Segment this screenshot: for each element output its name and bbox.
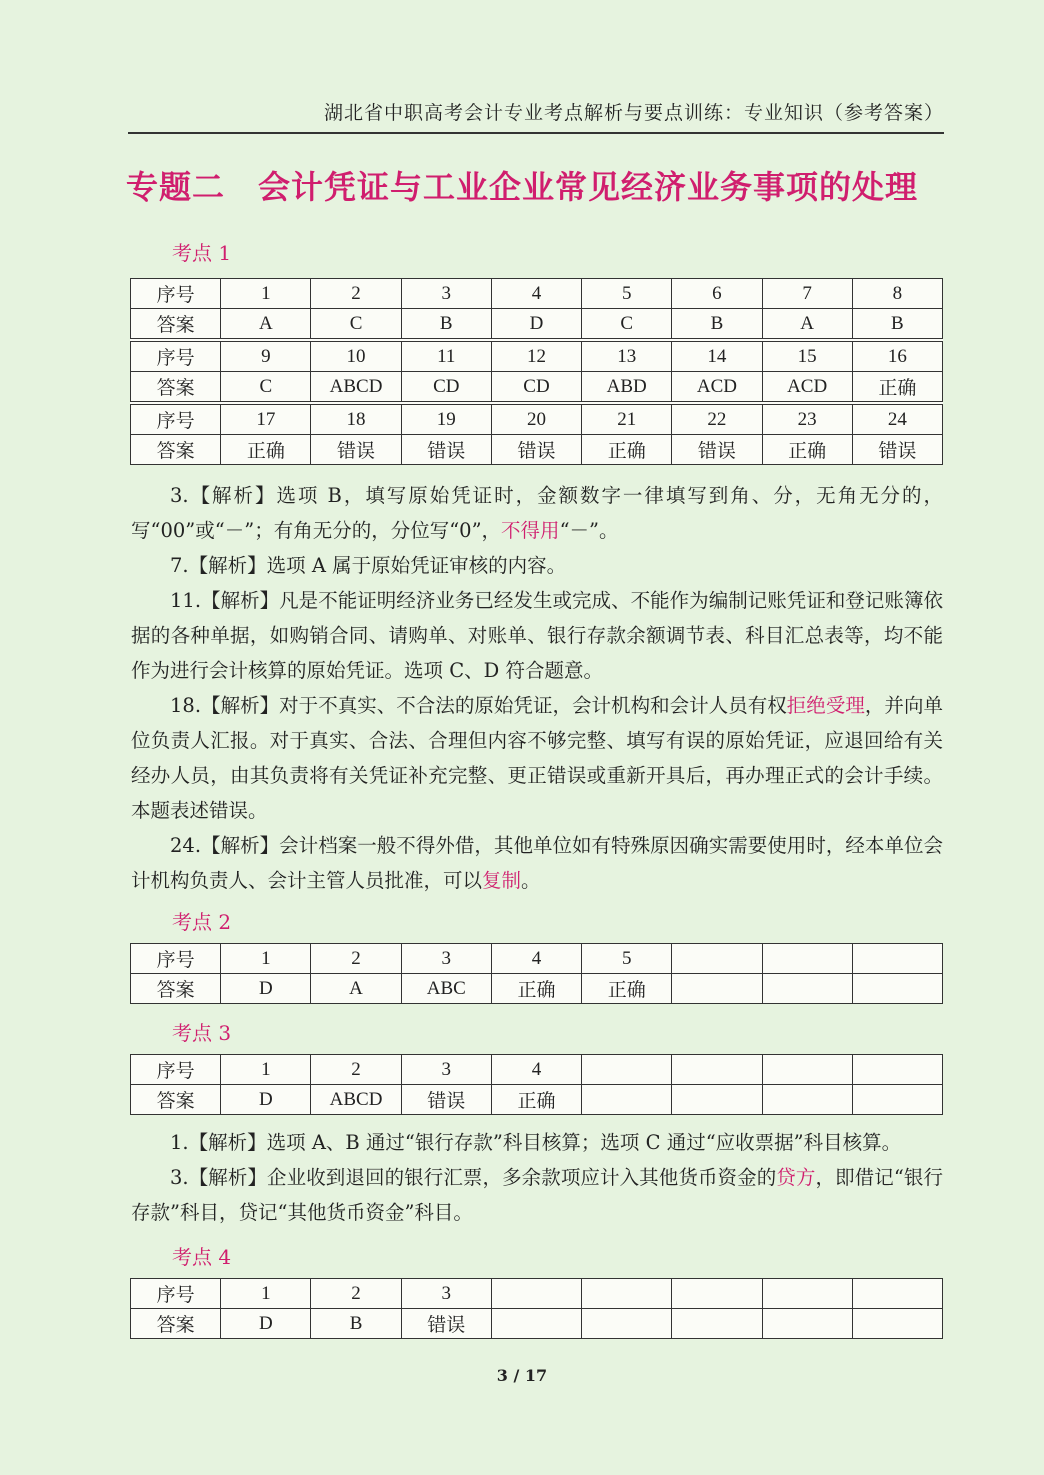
seq-cell: 1 (221, 1055, 311, 1085)
explanation-text: 企业收到退回的银行汇票，多余款项应计入其他货币资金的 (267, 1166, 777, 1189)
explanation-paragraph (131, 688, 943, 828)
seq-cell: 20 (491, 403, 581, 435)
seq-cell: 1 (221, 1279, 311, 1309)
answer-row (131, 974, 943, 1004)
answer-cell (582, 1309, 672, 1339)
answer-cell (672, 1085, 762, 1115)
answer-cell: 正确 (582, 974, 672, 1004)
answer-row (131, 309, 943, 341)
explanation-paragraph (131, 1125, 943, 1160)
seq-cell: 21 (582, 403, 672, 435)
explanation-paragraph (131, 828, 943, 898)
seq-row (131, 279, 943, 309)
seq-cell: 4 (491, 1055, 581, 1085)
seq-cell: 2 (311, 1055, 401, 1085)
explanation-paragraph (131, 1160, 943, 1230)
answer-cell (672, 974, 762, 1004)
seq-cell: 5 (582, 944, 672, 974)
seq-cell (762, 1055, 852, 1085)
seq-label: 序号 (131, 279, 221, 309)
explanation-text: 。 (521, 869, 541, 892)
answer-cell: D (221, 1309, 311, 1339)
highlighted-term: 复制 (482, 869, 522, 892)
seq-cell: 4 (491, 279, 581, 309)
explanation-number: 24. (170, 834, 202, 857)
seq-cell: 1 (221, 279, 311, 309)
explanation-text: 选项 A 属于原始凭证审核的内容。 (266, 554, 567, 577)
answer-cell: ABCD (311, 1085, 401, 1115)
answer-cell: B (672, 309, 762, 341)
explanation-text: 凡是不能证明经济业务已经发生或完成、不能作为编制记账凭证和登记账簿依据的各种单据，如购销合同、请购单、对账单、银行存款余额调节表、科目汇总表等，均不能作为进行会计核算的原始凭证。选项 C、D 符合题意。 (131, 589, 943, 682)
answer-cell (491, 1309, 581, 1339)
seq-cell (852, 1279, 942, 1309)
explanation-tag: 【解析】 (188, 1166, 268, 1189)
explanation-tag: 【解析】 (201, 589, 280, 612)
explanation-paragraph (131, 478, 943, 548)
explanation-number: 7. (170, 554, 189, 577)
seq-cell: 10 (311, 340, 401, 372)
answer-cell: ACD (672, 372, 762, 404)
seq-cell (582, 1055, 672, 1085)
seq-label: 序号 (131, 340, 221, 372)
answer-label: 答案 (131, 974, 221, 1004)
answer-cell (852, 1085, 942, 1115)
seq-cell: 1 (221, 944, 311, 974)
explanation-text: 会计档案一般不得外借，其他单位如有特殊原因确实需要使用时，经本单位会计机构负责人、会计主管人员批准，可以 (131, 834, 943, 892)
seq-cell: 2 (311, 944, 401, 974)
chapter-title: 专题二 会计凭证与工业企业常见经济业务事项的处理 (125, 168, 918, 206)
answer-label: 答案 (131, 435, 221, 465)
highlighted-term: 贷方 (776, 1166, 816, 1189)
seq-cell: 7 (762, 279, 852, 309)
explanation-text: 选项 B，填写原始凭证时，金额数字一律填写到角、分，无角无分的，写“00”或“－”；有角无分的，分位写“0”， (131, 484, 943, 542)
seq-cell: 23 (762, 403, 852, 435)
explanation-number: 3. (170, 1166, 189, 1189)
answer-cell (582, 1085, 672, 1115)
seq-cell: 6 (672, 279, 762, 309)
seq-cell (491, 1279, 581, 1309)
seq-cell: 11 (401, 340, 491, 372)
answer-cell: 错误 (401, 1309, 491, 1339)
explanation-text: 选项 A、B 通过“银行存款”科目核算；选项 C 通过“应收票据”科目核算。 (266, 1131, 902, 1154)
seq-row (131, 340, 943, 372)
explanation-number: 3. (170, 484, 189, 507)
answer-cell: 正确 (762, 435, 852, 465)
seq-cell: 3 (401, 1279, 491, 1309)
answer-cell: C (221, 372, 311, 404)
answer-label: 答案 (131, 372, 221, 404)
section-heading: 考点 3 (172, 1021, 232, 1045)
answer-cell: 正确 (852, 372, 942, 404)
answer-table-3 (130, 1054, 943, 1115)
seq-cell: 2 (311, 279, 401, 309)
seq-cell: 15 (762, 340, 852, 372)
explanation-paragraph (131, 583, 943, 688)
answer-cell: C (311, 309, 401, 341)
highlighted-term: 拒绝受理 (786, 694, 865, 717)
seq-cell (852, 944, 942, 974)
answer-cell (672, 1309, 762, 1339)
explanation-text: ，即借记“银行存款”科目，贷记“其他货币资金”科目。 (131, 1166, 943, 1224)
explanation-paragraph (131, 548, 943, 583)
answer-table-4 (130, 1278, 943, 1339)
answer-cell: ABCD (311, 372, 401, 404)
seq-row (131, 403, 943, 435)
explanation-number: 11. (170, 589, 202, 612)
answer-row (131, 1309, 943, 1339)
seq-row (131, 1055, 943, 1085)
answer-cell: B (311, 1309, 401, 1339)
seq-cell (762, 1279, 852, 1309)
answer-cell: ABD (582, 372, 672, 404)
answer-row (131, 372, 943, 404)
seq-cell (672, 1055, 762, 1085)
answer-cell: D (491, 309, 581, 341)
seq-cell: 24 (852, 403, 942, 435)
explanations-3 (131, 1125, 943, 1230)
seq-cell: 9 (221, 340, 311, 372)
seq-cell: 14 (672, 340, 762, 372)
answer-table-2 (130, 943, 943, 1004)
seq-cell (672, 1279, 762, 1309)
answer-cell: ACD (762, 372, 852, 404)
answer-cell: D (221, 1085, 311, 1115)
seq-cell: 22 (672, 403, 762, 435)
answer-cell (762, 1309, 852, 1339)
seq-cell (672, 944, 762, 974)
explanations-1 (131, 478, 943, 898)
answer-cell: 正确 (221, 435, 311, 465)
seq-cell: 18 (311, 403, 401, 435)
answer-cell: 错误 (672, 435, 762, 465)
answer-cell: 错误 (401, 1085, 491, 1115)
answer-cell: A (762, 309, 852, 341)
answer-cell: D (221, 974, 311, 1004)
answer-cell: CD (491, 372, 581, 404)
answer-label: 答案 (131, 1309, 221, 1339)
seq-cell: 2 (311, 1279, 401, 1309)
seq-label: 序号 (131, 944, 221, 974)
seq-cell (582, 1279, 672, 1309)
answer-cell (762, 974, 852, 1004)
section-heading: 考点 1 (172, 241, 232, 265)
highlighted-term: 不得用 (501, 519, 560, 542)
running-header: 湖北省中职高考会计专业考点解析与要点训练：专业知识（参考答案） (128, 98, 944, 134)
seq-label: 序号 (131, 1055, 221, 1085)
explanation-text: 对于不真实、不合法的原始凭证，会计机构和会计人员有权 (279, 694, 787, 717)
seq-cell: 16 (852, 340, 942, 372)
seq-cell: 13 (582, 340, 672, 372)
answer-cell: A (311, 974, 401, 1004)
seq-cell: 3 (401, 279, 491, 309)
answer-label: 答案 (131, 1085, 221, 1115)
seq-cell: 3 (401, 944, 491, 974)
answer-cell: CD (401, 372, 491, 404)
page-number: 3 / 17 (496, 1366, 548, 1385)
seq-cell: 8 (852, 279, 942, 309)
seq-cell: 4 (491, 944, 581, 974)
explanation-tag: 【解析】 (201, 834, 280, 857)
answer-cell: 正确 (582, 435, 672, 465)
seq-cell: 3 (401, 1055, 491, 1085)
seq-cell (762, 944, 852, 974)
answer-cell: 正确 (491, 1085, 581, 1115)
answer-table-1 (130, 278, 943, 465)
seq-cell: 17 (221, 403, 311, 435)
explanation-number: 18. (170, 694, 202, 717)
seq-row (131, 1279, 943, 1309)
explanation-text: “－”。 (559, 519, 619, 542)
seq-label: 序号 (131, 403, 221, 435)
section-heading: 考点 2 (172, 910, 232, 934)
seq-cell: 12 (491, 340, 581, 372)
explanation-number: 1. (170, 1131, 189, 1154)
answer-row (131, 435, 943, 465)
explanation-tag: 【解析】 (188, 554, 267, 577)
seq-row (131, 944, 943, 974)
answer-cell: ABC (401, 974, 491, 1004)
explanation-tag: 【解析】 (201, 694, 280, 717)
answer-cell: B (852, 309, 942, 341)
answer-cell: 错误 (852, 435, 942, 465)
explanation-tag: 【解析】 (188, 484, 277, 507)
answer-row (131, 1085, 943, 1115)
answer-cell: A (221, 309, 311, 341)
answer-cell: 错误 (401, 435, 491, 465)
seq-cell: 5 (582, 279, 672, 309)
section-heading: 考点 4 (172, 1245, 232, 1269)
answer-cell: 错误 (311, 435, 401, 465)
seq-label: 序号 (131, 1279, 221, 1309)
answer-cell: B (401, 309, 491, 341)
answer-cell (852, 974, 942, 1004)
explanation-text: ，并向单位负责人汇报。对于真实、合法、合理但内容不够完整、填写有误的原始凭证，应退回给有关经办人员，由其负责将有关凭证补充完整、更正错误或重新开具后，再办理正式的会计手续。本题表述错误。 (131, 694, 943, 822)
answer-label: 答案 (131, 309, 221, 341)
answer-cell (852, 1309, 942, 1339)
answer-cell: 正确 (491, 974, 581, 1004)
seq-cell: 19 (401, 403, 491, 435)
explanation-tag: 【解析】 (188, 1131, 267, 1154)
answer-cell (762, 1085, 852, 1115)
seq-cell (852, 1055, 942, 1085)
answer-cell: 错误 (491, 435, 581, 465)
answer-cell: C (582, 309, 672, 341)
